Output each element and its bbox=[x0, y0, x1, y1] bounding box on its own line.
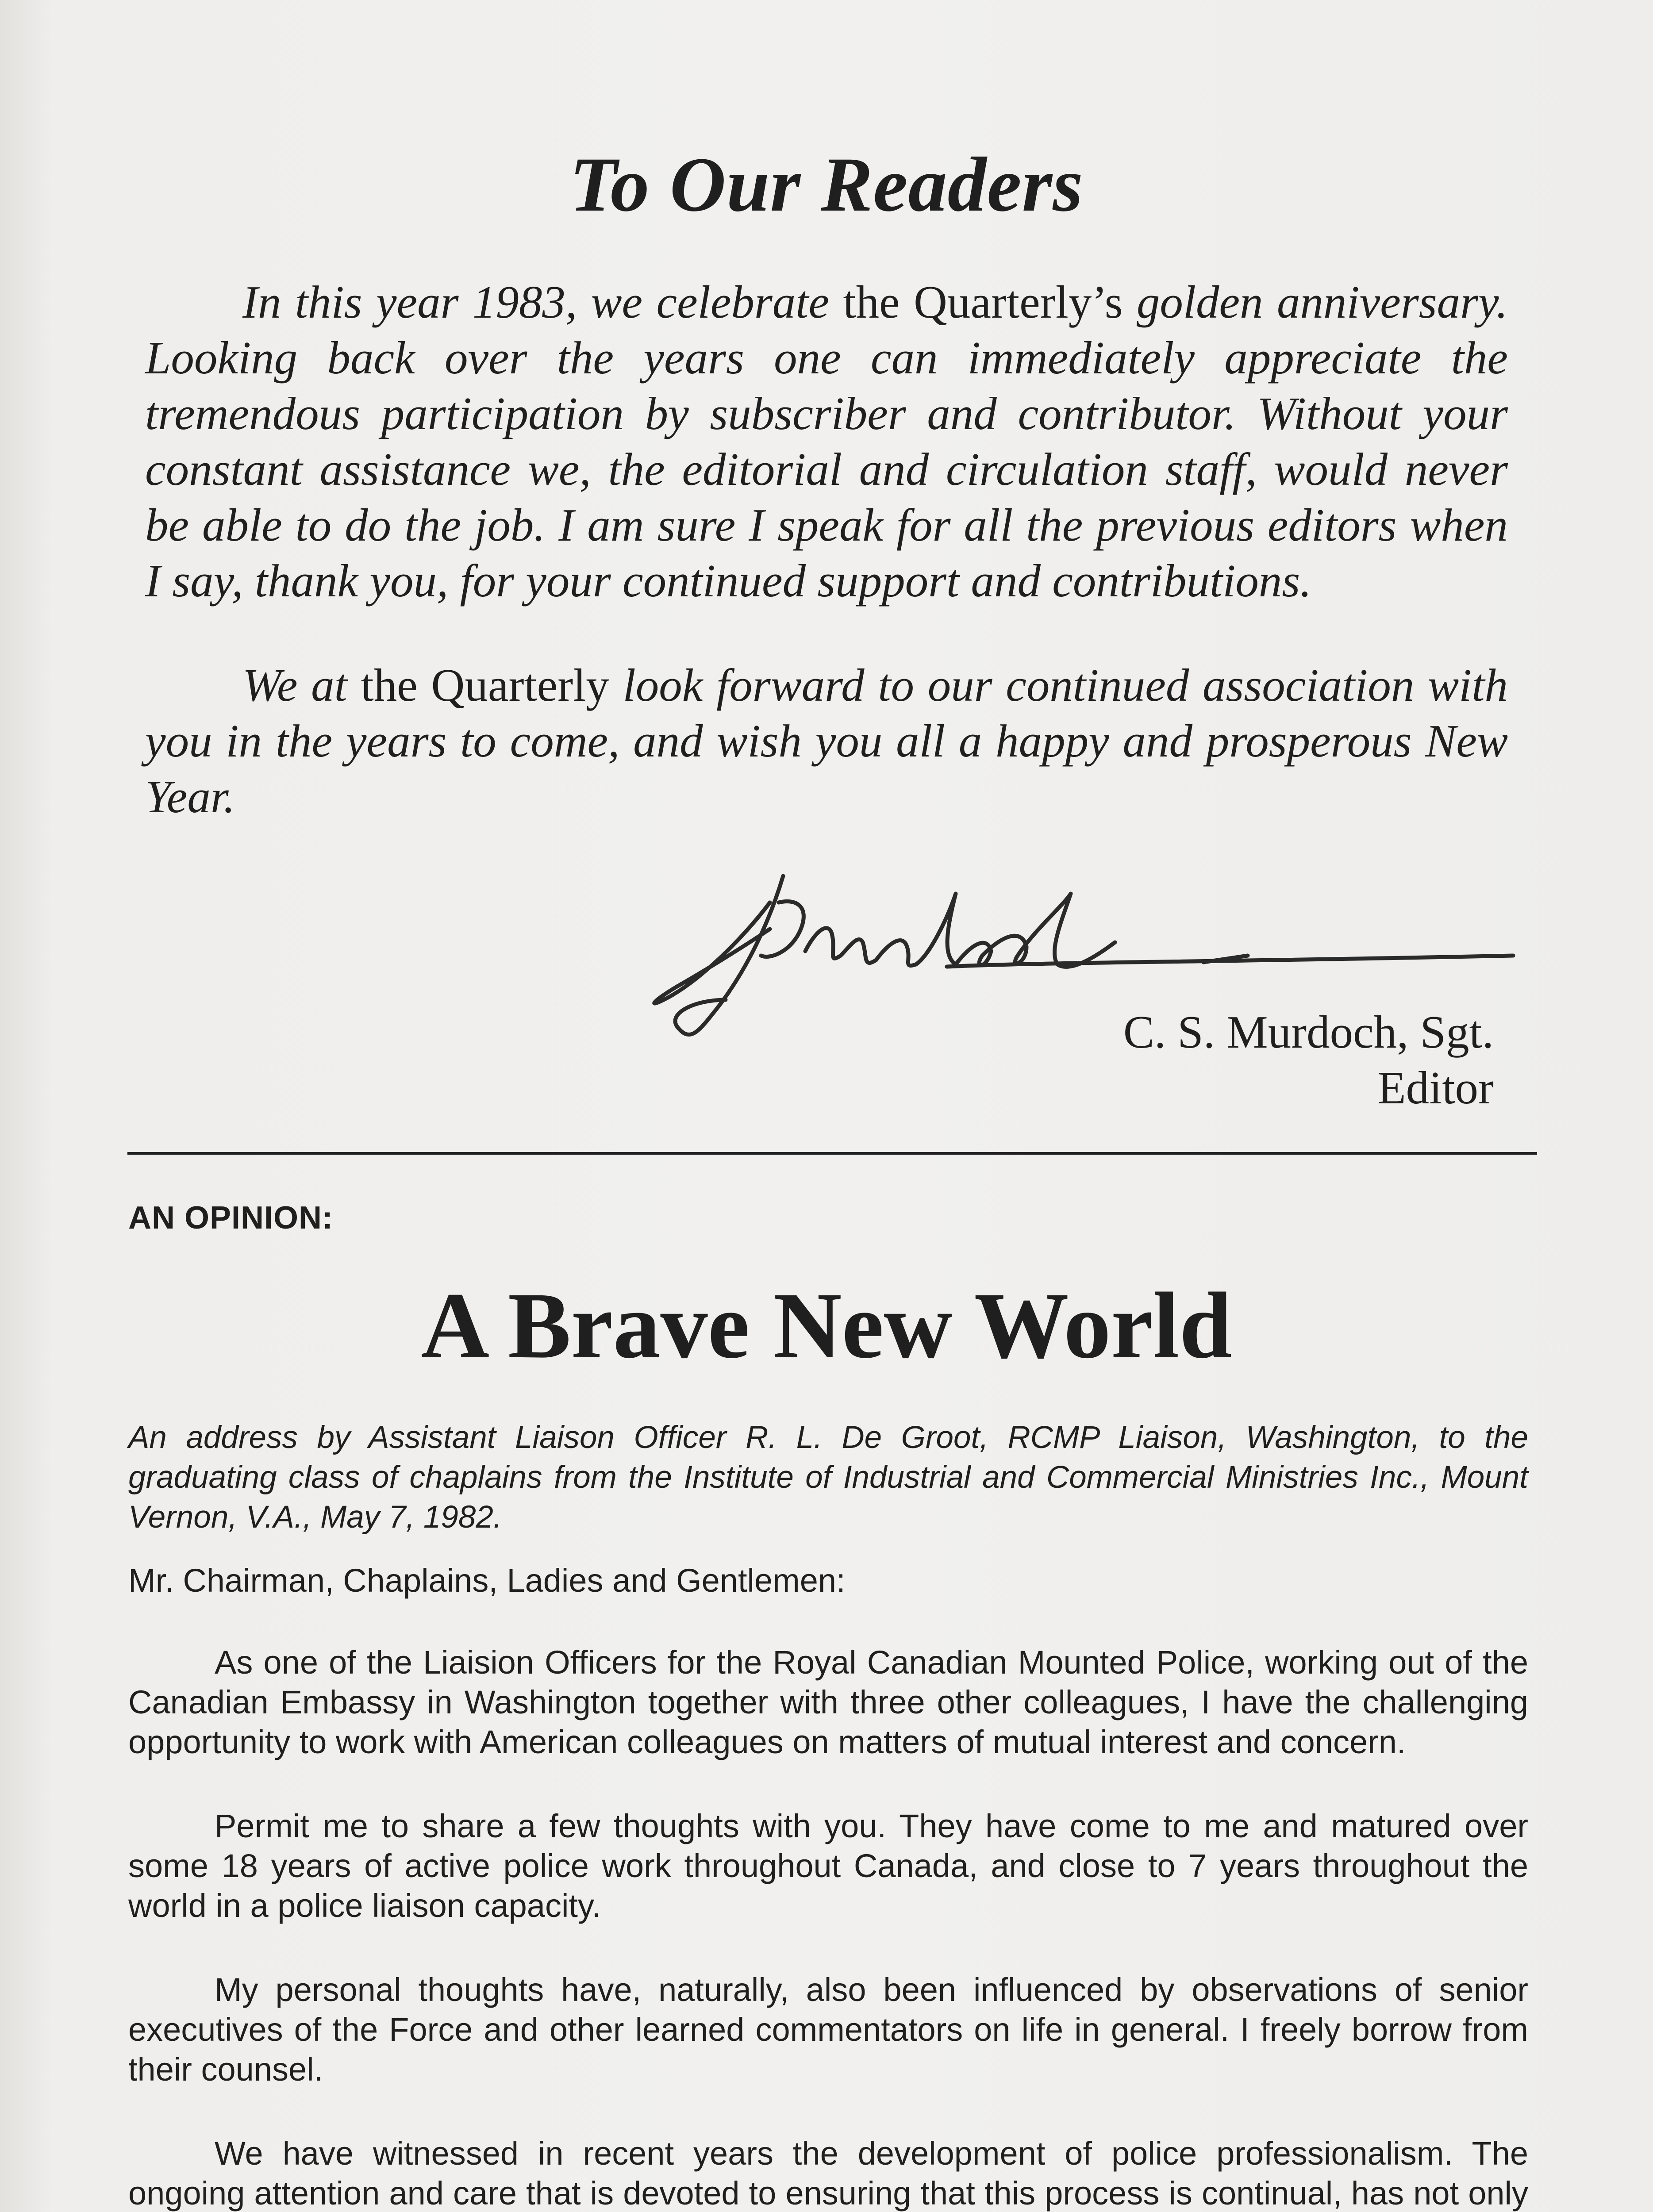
editorial-p2-lead: We at bbox=[242, 659, 361, 711]
editorial-p2-rest: look forward to our continued association with you in the years to come, and wish you all a happy and prosperous New Year. bbox=[145, 659, 1508, 822]
quarterly-name: the Quarterly bbox=[361, 659, 609, 711]
article-body bbox=[128, 1561, 1528, 2212]
editorial-p1-lead: In this year 1983, we celebrate bbox=[242, 276, 843, 328]
section-divider bbox=[127, 1152, 1537, 1155]
editorial-paragraph bbox=[145, 274, 1508, 609]
article-deck: An address by Assistant Liaison Officer R. L. De Groot, RCMP Liaison, Washington, to the graduating class of chaplains from the Institute of Industrial and Commercial Ministries Inc., Mount Vernon, V.A., May 7, 1982. bbox=[128, 1420, 1528, 1535]
editorial-paragraph bbox=[145, 657, 1508, 825]
editorial-p1-rest: golden anniversary. Looking back over the years one can immediately appreciate the tremendous participation by subscriber and contributor. Without your constant assistance we, the editorial and circulation staff, would never be able to do the job. I am sure I speak for all the previous editors when I say, thank you, for your continued support and contributions. bbox=[145, 276, 1508, 607]
editorial-title: To Our Readers bbox=[569, 142, 1084, 228]
article-paragraph: We have witnessed in recent years the development of police professionalism. The ongoing attention and care that is devoted to ensuring that this process is continual, has not only bbox=[128, 2135, 1528, 2212]
article-headline: A Brave New World bbox=[421, 1273, 1232, 1378]
signature-title: Editor bbox=[1377, 1062, 1494, 1114]
article-paragraph: Permit me to share a few thoughts with you. They have come to me and matured over some 18 years of active police work throughout Canada, and close to 7 years throughout the world in a police liaison capacity. bbox=[128, 1808, 1528, 1924]
article-salutation: Mr. Chairman, Chaplains, Ladies and Gentlemen: bbox=[128, 1562, 846, 1599]
article-paragraph: My personal thoughts have, naturally, also been influenced by observations of senior executives of the Force and other learned commentators on life in general. I freely borrow from their counsel. bbox=[128, 1971, 1528, 2088]
article-paragraph: As one of the Liaision Officers for the Royal Canadian Mounted Police, working out of the Canadian Embassy in Washington together with three other colleagues, I have the challenging opportunity to work with American colleagues on matters of mutual interest and concern. bbox=[128, 1644, 1528, 1760]
editorial-body bbox=[145, 274, 1508, 825]
signature-name: C. S. Murdoch, Sgt. bbox=[1123, 1006, 1494, 1058]
article-kicker: AN OPINION: bbox=[128, 1200, 334, 1236]
quarterly-name: the Quarterly’s bbox=[843, 276, 1123, 328]
